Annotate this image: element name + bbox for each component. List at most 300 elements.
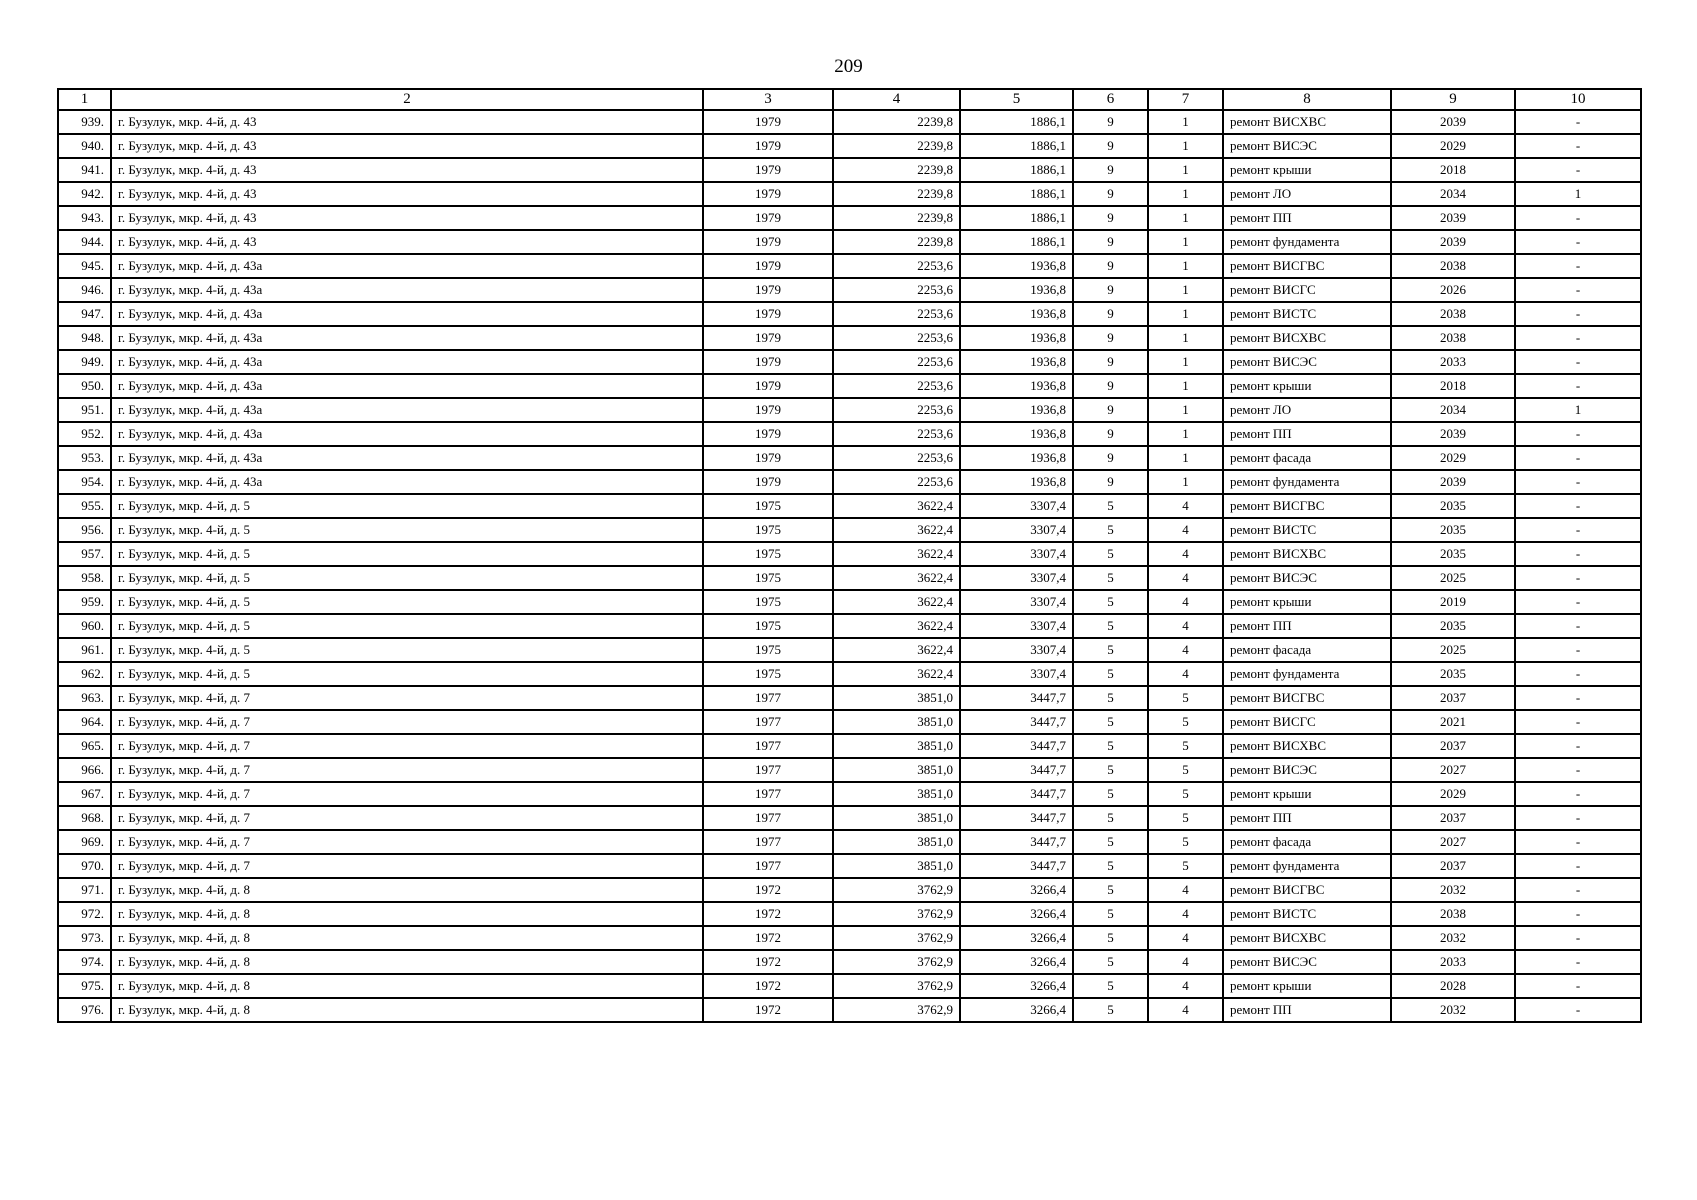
cell-address: г. Бузулук, мкр. 4-й, д. 43а <box>111 470 703 494</box>
cell-living-area: 3266,4 <box>960 926 1073 950</box>
cell-work-type: ремонт ПП <box>1223 422 1391 446</box>
cell-entrances: 1 <box>1148 230 1223 254</box>
cell-year-built: 1977 <box>703 686 833 710</box>
cell-living-area: 1886,1 <box>960 182 1073 206</box>
cell-living-area: 1886,1 <box>960 206 1073 230</box>
cell-year-built: 1979 <box>703 446 833 470</box>
cell-total-area: 3622,4 <box>833 542 960 566</box>
cell-floors: 9 <box>1073 470 1148 494</box>
table-row <box>58 158 1641 182</box>
cell-total-area: 3762,9 <box>833 998 960 1022</box>
cell-floors: 9 <box>1073 278 1148 302</box>
cell-floors: 5 <box>1073 518 1148 542</box>
cell-year-built: 1977 <box>703 734 833 758</box>
cell-total-area: 3762,9 <box>833 950 960 974</box>
cell-address: г. Бузулук, мкр. 4-й, д. 43 <box>111 110 703 134</box>
cell-year-built: 1979 <box>703 302 833 326</box>
cell-total-area: 2253,6 <box>833 326 960 350</box>
cell-address: г. Бузулук, мкр. 4-й, д. 43а <box>111 326 703 350</box>
cell-total-area: 2239,8 <box>833 110 960 134</box>
cell-planned-year: 2021 <box>1391 710 1515 734</box>
cell-address: г. Бузулук, мкр. 4-й, д. 5 <box>111 638 703 662</box>
cell-floors: 5 <box>1073 998 1148 1022</box>
cell-planned-year: 2032 <box>1391 878 1515 902</box>
cell-total-area: 3762,9 <box>833 902 960 926</box>
cell-work-type: ремонт ПП <box>1223 206 1391 230</box>
cell-living-area: 3307,4 <box>960 662 1073 686</box>
table-row <box>58 134 1641 158</box>
cell-total-area: 3762,9 <box>833 974 960 998</box>
cell-address: г. Бузулук, мкр. 4-й, д. 43а <box>111 398 703 422</box>
cell-address: г. Бузулук, мкр. 4-й, д. 8 <box>111 974 703 998</box>
cell-address: г. Бузулук, мкр. 4-й, д. 7 <box>111 686 703 710</box>
cell-address: г. Бузулук, мкр. 4-й, д. 43 <box>111 134 703 158</box>
table-row <box>58 686 1641 710</box>
cell-lift-count: - <box>1515 950 1641 974</box>
cell-living-area: 3266,4 <box>960 974 1073 998</box>
cell-total-area: 2239,8 <box>833 206 960 230</box>
cell-living-area: 1936,8 <box>960 302 1073 326</box>
cell-living-area: 1886,1 <box>960 230 1073 254</box>
cell-planned-year: 2028 <box>1391 974 1515 998</box>
cell-lift-count: 1 <box>1515 182 1641 206</box>
cell-living-area: 3447,7 <box>960 830 1073 854</box>
cell-planned-year: 2032 <box>1391 926 1515 950</box>
table-row <box>58 662 1641 686</box>
cell-entrances: 4 <box>1148 926 1223 950</box>
cell-address: г. Бузулук, мкр. 4-й, д. 43а <box>111 350 703 374</box>
cell-address: г. Бузулук, мкр. 4-й, д. 5 <box>111 614 703 638</box>
cell-floors: 5 <box>1073 686 1148 710</box>
cell-lift-count: - <box>1515 974 1641 998</box>
cell-address: г. Бузулук, мкр. 4-й, д. 8 <box>111 926 703 950</box>
cell-planned-year: 2039 <box>1391 422 1515 446</box>
cell-total-area: 3851,0 <box>833 758 960 782</box>
cell-entrances: 1 <box>1148 134 1223 158</box>
cell-address: г. Бузулук, мкр. 4-й, д. 43а <box>111 422 703 446</box>
cell-entrances: 5 <box>1148 854 1223 878</box>
header-row <box>58 89 1641 110</box>
cell-living-area: 1936,8 <box>960 278 1073 302</box>
cell-row-number: 962. <box>58 662 111 686</box>
cell-floors: 9 <box>1073 398 1148 422</box>
cell-row-number: 946. <box>58 278 111 302</box>
cell-living-area: 1936,8 <box>960 254 1073 278</box>
cell-entrances: 4 <box>1148 518 1223 542</box>
cell-address: г. Бузулук, мкр. 4-й, д. 5 <box>111 662 703 686</box>
cell-floors: 5 <box>1073 566 1148 590</box>
cell-planned-year: 2038 <box>1391 302 1515 326</box>
cell-row-number: 966. <box>58 758 111 782</box>
cell-lift-count: - <box>1515 710 1641 734</box>
cell-entrances: 1 <box>1148 158 1223 182</box>
cell-entrances: 4 <box>1148 614 1223 638</box>
cell-total-area: 2253,6 <box>833 302 960 326</box>
cell-row-number: 964. <box>58 710 111 734</box>
repair-register-table <box>57 88 1642 1023</box>
cell-planned-year: 2035 <box>1391 662 1515 686</box>
cell-total-area: 2253,6 <box>833 398 960 422</box>
cell-lift-count: - <box>1515 326 1641 350</box>
cell-address: г. Бузулук, мкр. 4-й, д. 7 <box>111 854 703 878</box>
cell-work-type: ремонт ВИСГВС <box>1223 254 1391 278</box>
cell-living-area: 3447,7 <box>960 758 1073 782</box>
cell-address: г. Бузулук, мкр. 4-й, д. 5 <box>111 542 703 566</box>
cell-row-number: 945. <box>58 254 111 278</box>
cell-total-area: 2253,6 <box>833 470 960 494</box>
cell-work-type: ремонт фундамента <box>1223 662 1391 686</box>
table-row <box>58 230 1641 254</box>
cell-planned-year: 2035 <box>1391 518 1515 542</box>
table-row <box>58 902 1641 926</box>
cell-row-number: 960. <box>58 614 111 638</box>
cell-living-area: 3307,4 <box>960 494 1073 518</box>
cell-entrances: 1 <box>1148 374 1223 398</box>
cell-row-number: 969. <box>58 830 111 854</box>
cell-row-number: 959. <box>58 590 111 614</box>
cell-floors: 9 <box>1073 134 1148 158</box>
table-row <box>58 206 1641 230</box>
cell-work-type: ремонт ВИСГВС <box>1223 686 1391 710</box>
cell-planned-year: 2033 <box>1391 950 1515 974</box>
cell-year-built: 1979 <box>703 326 833 350</box>
cell-planned-year: 2038 <box>1391 902 1515 926</box>
cell-floors: 9 <box>1073 422 1148 446</box>
cell-total-area: 2253,6 <box>833 374 960 398</box>
cell-floors: 5 <box>1073 494 1148 518</box>
cell-total-area: 3851,0 <box>833 854 960 878</box>
cell-address: г. Бузулук, мкр. 4-й, д. 7 <box>111 830 703 854</box>
cell-address: г. Бузулук, мкр. 4-й, д. 7 <box>111 806 703 830</box>
cell-floors: 5 <box>1073 662 1148 686</box>
table-row <box>58 326 1641 350</box>
cell-planned-year: 2038 <box>1391 254 1515 278</box>
cell-row-number: 952. <box>58 422 111 446</box>
cell-row-number: 961. <box>58 638 111 662</box>
table-row <box>58 374 1641 398</box>
cell-entrances: 4 <box>1148 494 1223 518</box>
table-row <box>58 350 1641 374</box>
cell-total-area: 3851,0 <box>833 710 960 734</box>
cell-living-area: 3447,7 <box>960 734 1073 758</box>
cell-address: г. Бузулук, мкр. 4-й, д. 8 <box>111 998 703 1022</box>
cell-total-area: 2253,6 <box>833 446 960 470</box>
cell-row-number: 973. <box>58 926 111 950</box>
cell-address: г. Бузулук, мкр. 4-й, д. 43 <box>111 158 703 182</box>
cell-row-number: 953. <box>58 446 111 470</box>
cell-row-number: 954. <box>58 470 111 494</box>
cell-year-built: 1979 <box>703 422 833 446</box>
cell-living-area: 3447,7 <box>960 710 1073 734</box>
column-header: 5 <box>960 89 1073 110</box>
cell-work-type: ремонт ПП <box>1223 806 1391 830</box>
cell-entrances: 1 <box>1148 398 1223 422</box>
cell-floors: 9 <box>1073 110 1148 134</box>
cell-entrances: 5 <box>1148 710 1223 734</box>
cell-total-area: 3851,0 <box>833 806 960 830</box>
cell-planned-year: 2039 <box>1391 230 1515 254</box>
cell-work-type: ремонт фасада <box>1223 638 1391 662</box>
cell-living-area: 3307,4 <box>960 518 1073 542</box>
cell-year-built: 1972 <box>703 998 833 1022</box>
cell-address: г. Бузулук, мкр. 4-й, д. 7 <box>111 710 703 734</box>
cell-entrances: 4 <box>1148 662 1223 686</box>
cell-lift-count: - <box>1515 350 1641 374</box>
cell-floors: 5 <box>1073 926 1148 950</box>
cell-year-built: 1979 <box>703 398 833 422</box>
cell-year-built: 1979 <box>703 374 833 398</box>
cell-lift-count: - <box>1515 422 1641 446</box>
cell-year-built: 1972 <box>703 902 833 926</box>
cell-row-number: 971. <box>58 878 111 902</box>
table-row <box>58 710 1641 734</box>
cell-year-built: 1975 <box>703 614 833 638</box>
cell-work-type: ремонт ПП <box>1223 614 1391 638</box>
cell-entrances: 5 <box>1148 830 1223 854</box>
cell-total-area: 2239,8 <box>833 134 960 158</box>
cell-lift-count: - <box>1515 542 1641 566</box>
cell-total-area: 2253,6 <box>833 422 960 446</box>
cell-living-area: 1886,1 <box>960 134 1073 158</box>
cell-total-area: 3762,9 <box>833 878 960 902</box>
cell-planned-year: 2029 <box>1391 782 1515 806</box>
cell-total-area: 3622,4 <box>833 494 960 518</box>
cell-year-built: 1979 <box>703 230 833 254</box>
cell-work-type: ремонт ВИСГВС <box>1223 494 1391 518</box>
cell-row-number: 950. <box>58 374 111 398</box>
cell-year-built: 1972 <box>703 878 833 902</box>
cell-living-area: 1936,8 <box>960 374 1073 398</box>
cell-year-built: 1977 <box>703 782 833 806</box>
cell-floors: 5 <box>1073 542 1148 566</box>
cell-lift-count: 1 <box>1515 398 1641 422</box>
cell-year-built: 1972 <box>703 950 833 974</box>
cell-work-type: ремонт ЛО <box>1223 182 1391 206</box>
cell-address: г. Бузулук, мкр. 4-й, д. 43а <box>111 374 703 398</box>
cell-floors: 5 <box>1073 782 1148 806</box>
table-row <box>58 782 1641 806</box>
cell-entrances: 4 <box>1148 950 1223 974</box>
cell-lift-count: - <box>1515 254 1641 278</box>
cell-work-type: ремонт ВИСТС <box>1223 518 1391 542</box>
table-row <box>58 926 1641 950</box>
cell-planned-year: 2037 <box>1391 686 1515 710</box>
cell-row-number: 965. <box>58 734 111 758</box>
cell-planned-year: 2018 <box>1391 158 1515 182</box>
cell-lift-count: - <box>1515 830 1641 854</box>
cell-work-type: ремонт ВИСЭС <box>1223 134 1391 158</box>
cell-row-number: 963. <box>58 686 111 710</box>
cell-address: г. Бузулук, мкр. 4-й, д. 5 <box>111 590 703 614</box>
cell-floors: 5 <box>1073 734 1148 758</box>
cell-planned-year: 2035 <box>1391 494 1515 518</box>
cell-floors: 9 <box>1073 326 1148 350</box>
cell-floors: 5 <box>1073 830 1148 854</box>
cell-floors: 9 <box>1073 446 1148 470</box>
cell-total-area: 3622,4 <box>833 638 960 662</box>
cell-living-area: 1936,8 <box>960 350 1073 374</box>
cell-floors: 9 <box>1073 254 1148 278</box>
table-row <box>58 398 1641 422</box>
cell-year-built: 1979 <box>703 350 833 374</box>
cell-row-number: 957. <box>58 542 111 566</box>
cell-total-area: 3851,0 <box>833 734 960 758</box>
cell-lift-count: - <box>1515 638 1641 662</box>
cell-work-type: ремонт ВИСЭС <box>1223 566 1391 590</box>
cell-address: г. Бузулук, мкр. 4-й, д. 5 <box>111 518 703 542</box>
cell-year-built: 1977 <box>703 758 833 782</box>
cell-floors: 5 <box>1073 710 1148 734</box>
cell-lift-count: - <box>1515 110 1641 134</box>
cell-row-number: 967. <box>58 782 111 806</box>
cell-planned-year: 2027 <box>1391 758 1515 782</box>
table-row <box>58 950 1641 974</box>
cell-lift-count: - <box>1515 614 1641 638</box>
cell-year-built: 1975 <box>703 638 833 662</box>
cell-row-number: 970. <box>58 854 111 878</box>
cell-year-built: 1975 <box>703 590 833 614</box>
cell-address: г. Бузулук, мкр. 4-й, д. 43 <box>111 206 703 230</box>
cell-total-area: 2239,8 <box>833 230 960 254</box>
cell-living-area: 3266,4 <box>960 902 1073 926</box>
cell-entrances: 1 <box>1148 446 1223 470</box>
cell-living-area: 1886,1 <box>960 110 1073 134</box>
cell-entrances: 1 <box>1148 254 1223 278</box>
cell-floors: 9 <box>1073 302 1148 326</box>
cell-lift-count: - <box>1515 494 1641 518</box>
cell-total-area: 3622,4 <box>833 614 960 638</box>
cell-planned-year: 2037 <box>1391 854 1515 878</box>
cell-address: г. Бузулук, мкр. 4-й, д. 8 <box>111 950 703 974</box>
cell-living-area: 3307,4 <box>960 566 1073 590</box>
table-row <box>58 734 1641 758</box>
cell-floors: 5 <box>1073 590 1148 614</box>
column-header: 10 <box>1515 89 1641 110</box>
cell-work-type: ремонт ВИСЭС <box>1223 350 1391 374</box>
cell-work-type: ремонт крыши <box>1223 974 1391 998</box>
cell-living-area: 1936,8 <box>960 422 1073 446</box>
cell-lift-count: - <box>1515 590 1641 614</box>
cell-planned-year: 2025 <box>1391 638 1515 662</box>
cell-lift-count: - <box>1515 374 1641 398</box>
cell-year-built: 1979 <box>703 158 833 182</box>
cell-entrances: 1 <box>1148 350 1223 374</box>
cell-total-area: 3622,4 <box>833 590 960 614</box>
cell-work-type: ремонт ВИСХВС <box>1223 926 1391 950</box>
cell-living-area: 3447,7 <box>960 806 1073 830</box>
cell-address: г. Бузулук, мкр. 4-й, д. 43а <box>111 446 703 470</box>
cell-address: г. Бузулук, мкр. 4-й, д. 8 <box>111 902 703 926</box>
cell-planned-year: 2025 <box>1391 566 1515 590</box>
cell-planned-year: 2039 <box>1391 206 1515 230</box>
cell-row-number: 958. <box>58 566 111 590</box>
table-row <box>58 278 1641 302</box>
cell-planned-year: 2037 <box>1391 734 1515 758</box>
cell-planned-year: 2037 <box>1391 806 1515 830</box>
cell-work-type: ремонт фундамента <box>1223 230 1391 254</box>
cell-work-type: ремонт ВИСГС <box>1223 710 1391 734</box>
column-header: 9 <box>1391 89 1515 110</box>
cell-row-number: 948. <box>58 326 111 350</box>
cell-total-area: 3851,0 <box>833 782 960 806</box>
cell-floors: 5 <box>1073 638 1148 662</box>
cell-work-type: ремонт фасада <box>1223 446 1391 470</box>
table-row <box>58 614 1641 638</box>
column-header: 6 <box>1073 89 1148 110</box>
cell-planned-year: 2019 <box>1391 590 1515 614</box>
cell-work-type: ремонт ВИСХВС <box>1223 542 1391 566</box>
cell-living-area: 3447,7 <box>960 854 1073 878</box>
cell-row-number: 940. <box>58 134 111 158</box>
cell-year-built: 1977 <box>703 806 833 830</box>
cell-lift-count: - <box>1515 566 1641 590</box>
cell-lift-count: - <box>1515 782 1641 806</box>
cell-address: г. Бузулук, мкр. 4-й, д. 5 <box>111 566 703 590</box>
cell-entrances: 5 <box>1148 806 1223 830</box>
cell-lift-count: - <box>1515 278 1641 302</box>
cell-work-type: ремонт крыши <box>1223 374 1391 398</box>
cell-entrances: 1 <box>1148 470 1223 494</box>
cell-row-number: 974. <box>58 950 111 974</box>
cell-floors: 5 <box>1073 806 1148 830</box>
cell-living-area: 3307,4 <box>960 614 1073 638</box>
cell-row-number: 949. <box>58 350 111 374</box>
table-row <box>58 302 1641 326</box>
cell-address: г. Бузулук, мкр. 4-й, д. 7 <box>111 758 703 782</box>
cell-lift-count: - <box>1515 806 1641 830</box>
cell-work-type: ремонт ВИСХВС <box>1223 734 1391 758</box>
cell-floors: 5 <box>1073 614 1148 638</box>
table-row <box>58 638 1641 662</box>
cell-total-area: 3851,0 <box>833 830 960 854</box>
cell-lift-count: - <box>1515 758 1641 782</box>
cell-lift-count: - <box>1515 662 1641 686</box>
cell-year-built: 1975 <box>703 518 833 542</box>
cell-address: г. Бузулук, мкр. 4-й, д. 43 <box>111 230 703 254</box>
cell-lift-count: - <box>1515 230 1641 254</box>
cell-living-area: 1936,8 <box>960 446 1073 470</box>
cell-work-type: ремонт крыши <box>1223 782 1391 806</box>
cell-row-number: 951. <box>58 398 111 422</box>
table-row <box>58 110 1641 134</box>
cell-total-area: 3851,0 <box>833 686 960 710</box>
cell-entrances: 4 <box>1148 878 1223 902</box>
cell-year-built: 1972 <box>703 974 833 998</box>
cell-entrances: 1 <box>1148 278 1223 302</box>
cell-work-type: ремонт ВИСЭС <box>1223 758 1391 782</box>
column-header: 4 <box>833 89 960 110</box>
cell-address: г. Бузулук, мкр. 4-й, д. 43 <box>111 182 703 206</box>
cell-living-area: 3307,4 <box>960 638 1073 662</box>
cell-year-built: 1979 <box>703 134 833 158</box>
cell-work-type: ремонт ВИСГС <box>1223 278 1391 302</box>
cell-year-built: 1975 <box>703 542 833 566</box>
cell-row-number: 972. <box>58 902 111 926</box>
cell-floors: 9 <box>1073 374 1148 398</box>
cell-planned-year: 2038 <box>1391 326 1515 350</box>
table-row <box>58 254 1641 278</box>
cell-total-area: 3622,4 <box>833 566 960 590</box>
cell-work-type: ремонт ВИСХВС <box>1223 326 1391 350</box>
cell-entrances: 4 <box>1148 590 1223 614</box>
column-header: 8 <box>1223 89 1391 110</box>
cell-work-type: ремонт крыши <box>1223 590 1391 614</box>
cell-address: г. Бузулук, мкр. 4-й, д. 43а <box>111 302 703 326</box>
cell-planned-year: 2029 <box>1391 134 1515 158</box>
table-row <box>58 182 1641 206</box>
cell-year-built: 1972 <box>703 926 833 950</box>
cell-living-area: 3447,7 <box>960 782 1073 806</box>
